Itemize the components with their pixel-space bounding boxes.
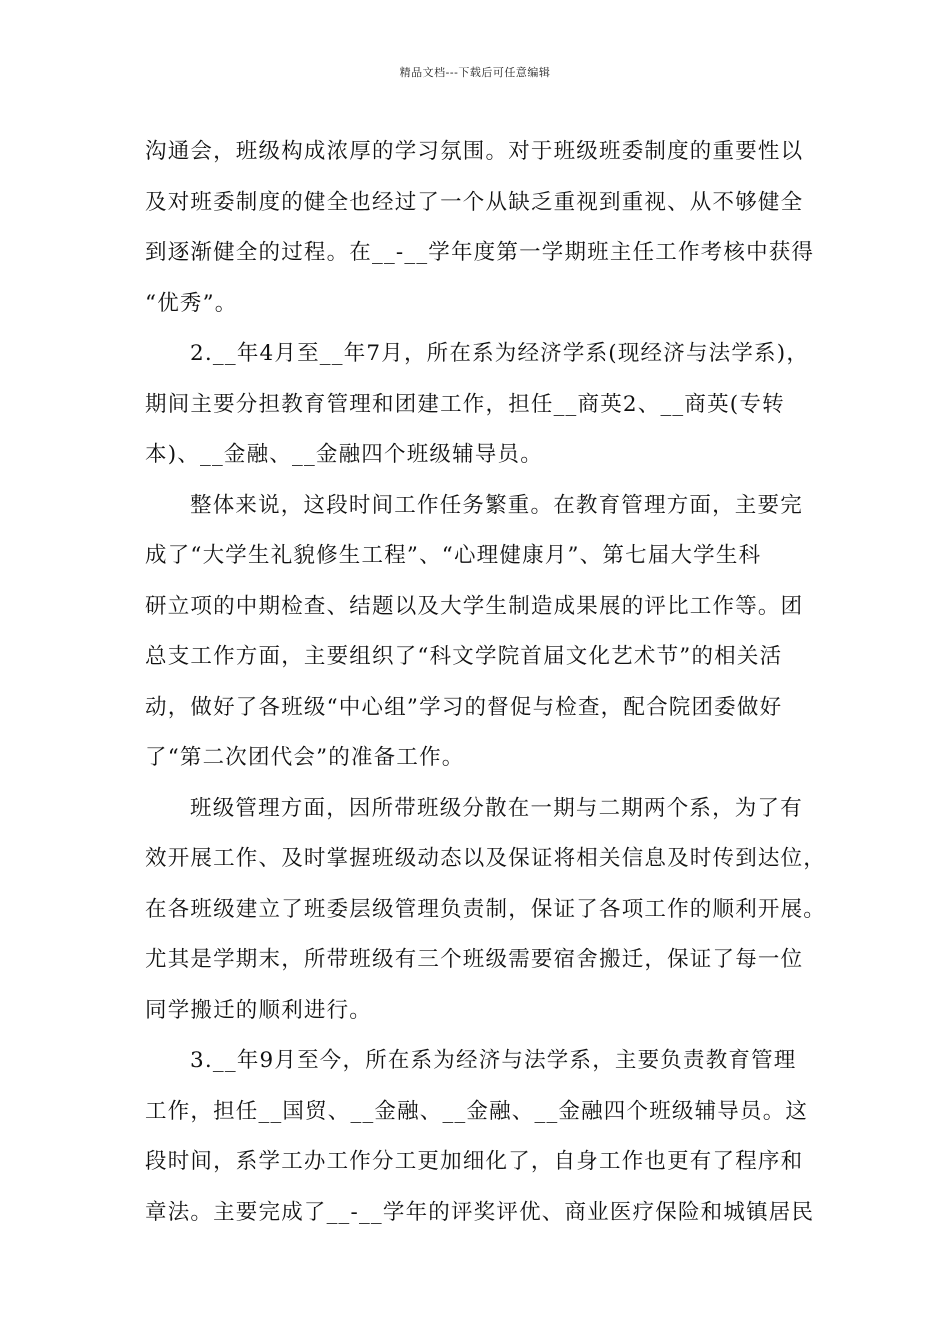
text-line: 期间主要分担教育管理和团建工作，担任__商英2、__商英(专转 xyxy=(145,391,785,417)
text-line: 3.__年9月至今，所在系为经济与法学系，主要负责教育管理 xyxy=(190,1048,797,1073)
text-line: 到逐渐健全的过程。在__-__学年度第一学期班主任工作考核中获得 xyxy=(145,240,815,265)
text-line: 动，做好了各班级“中心组”学习的督促与检查，配合院团委做好 xyxy=(145,694,783,720)
text-line: 沟通会，班级构成浓厚的学习氛围。对于班级班委制度的重要性以 xyxy=(145,139,804,164)
text-line: 整体来说，这段时间工作任务繁重。在教育管理方面，主要完 xyxy=(190,492,803,518)
text-line: 章法。主要完成了__-__学年的评奖评优、商业医疗保险和城镇居民 xyxy=(145,1199,815,1225)
text-line: 尤其是学期末，所带班级有三个班级需要宿舍搬迁，保证了每一位 xyxy=(145,947,804,972)
text-line: “优秀”。 xyxy=(145,290,238,316)
text-line: 在各班级建立了班委层级管理负责制，保证了各项工作的顺利开展。 xyxy=(145,896,827,922)
body-text xyxy=(145,132,825,1243)
text-line: 工作，担任__国贸、__金融、__金融、__金融四个班级辅导员。这 xyxy=(145,1098,809,1124)
text-line: 及对班委制度的健全也经过了一个从缺乏重视到重视、从不够健全 xyxy=(145,189,804,215)
text-line: 班级管理方面，因所带班级分散在一期与二期两个系，为了有 xyxy=(190,795,803,821)
text-line: 同学搬迁的顺利进行。 xyxy=(145,997,373,1023)
text-line: 效开展工作、及时掌握班级动态以及保证将相关信息及时传到达位， xyxy=(145,846,827,871)
text-line: 研立项的中期检查、结题以及大学生制造成果展的评比工作等。团 xyxy=(145,593,804,619)
text-line: 总支工作方面，主要组织了“科文学院首届文化艺术节”的相关活 xyxy=(145,644,783,669)
text-line: 本)、__金融、__金融四个班级辅导员。 xyxy=(145,442,543,467)
text-line: 2.__年4月至__年7月，所在系为经济学系(现经济与法学系)， xyxy=(190,341,810,366)
text-line: 了“第二次团代会”的准备工作。 xyxy=(145,745,465,770)
text-line: 段时间，系学工办工作分工更加细化了，自身工作也更有了程序和 xyxy=(145,1149,804,1174)
page-header: 精品文档---下载后可任意编辑 xyxy=(399,66,551,79)
text-line: 成了“大学生礼貌修生工程”、“心理健康月”、第七届大学生科 xyxy=(145,543,762,568)
